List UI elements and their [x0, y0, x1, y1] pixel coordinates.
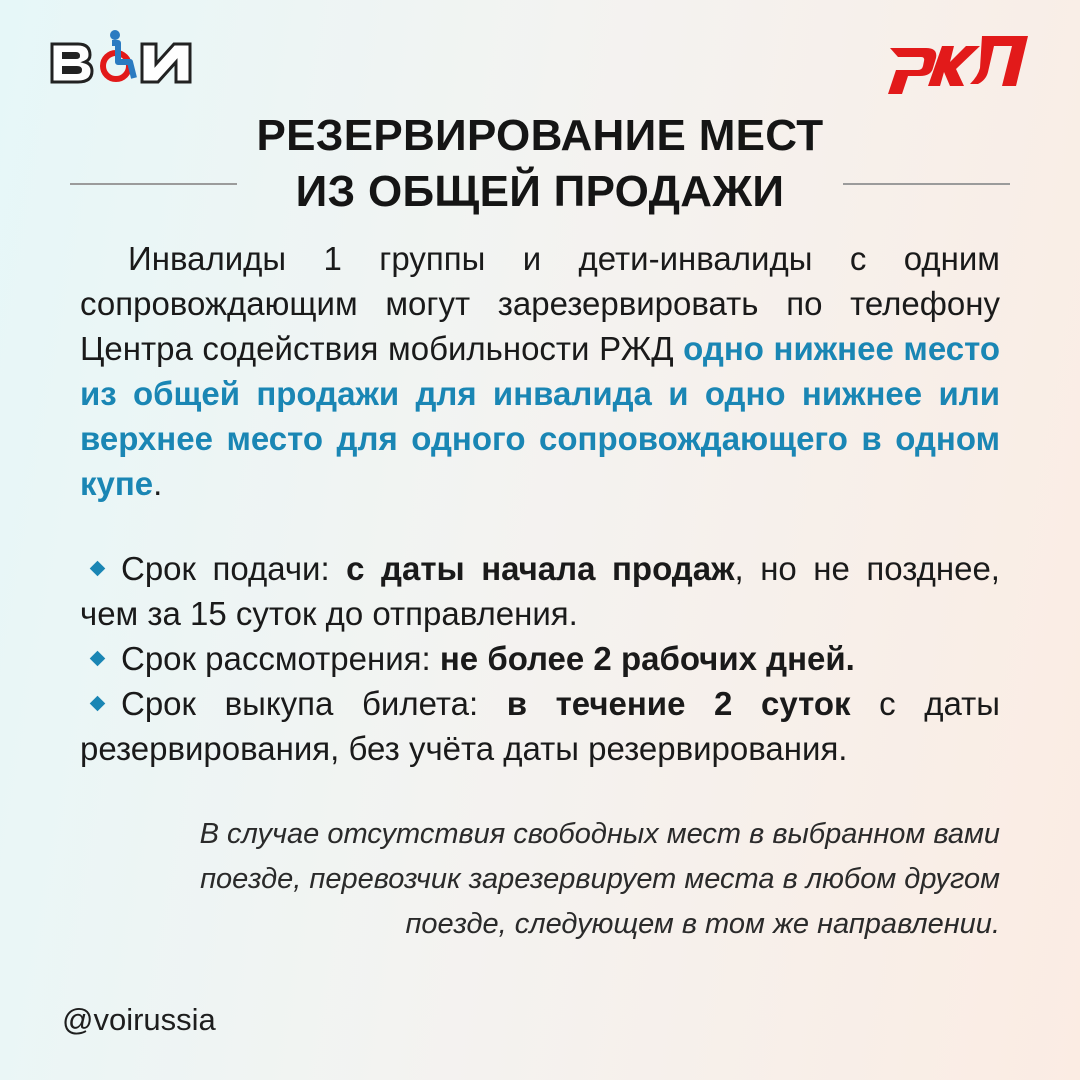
- footnote-line-1: В случае отсутствия свободных мест в выбранном вами: [199, 818, 1000, 850]
- voi-logo: [48, 26, 198, 86]
- condition-label: Срок выкупа билета:: [121, 685, 507, 722]
- title-rule-right: [843, 183, 1010, 185]
- title-block: [0, 108, 1080, 220]
- footnote: [120, 812, 1000, 947]
- title-line-2: ИЗ ОБЩЕЙ ПРОДАЖИ: [295, 167, 785, 216]
- condition-rest: , но не позднее, чем за 15 суток до отправления.: [80, 550, 1000, 632]
- condition-item: [80, 636, 1000, 681]
- footnote-line-2: поезде, перевозчик зарезервирует места в любом другом: [200, 863, 1000, 895]
- condition-label: Срок рассмотрения:: [121, 640, 440, 677]
- condition-bold: с даты начала продаж: [346, 550, 735, 587]
- condition-bold: не более 2 рабочих дней.: [439, 640, 855, 677]
- page-title: [240, 108, 840, 220]
- condition-item: [80, 681, 1000, 771]
- footnote-line-3: поезде, следующем в том же направлении.: [405, 908, 1000, 940]
- title-line-1: РЕЗЕРВИРОВАНИЕ МЕСТ: [256, 111, 824, 160]
- title-rule-left: [70, 183, 237, 185]
- intro-end: .: [153, 465, 163, 502]
- intro-text: Инвалиды 1 группы и дети-инвалиды с одним сопровождающим могут зарезервировать по телефону Центра содействия мобильности РЖД: [80, 240, 1000, 367]
- diamond-bullet-icon: [90, 561, 106, 577]
- condition-label: Срок подачи:: [121, 550, 347, 587]
- intro-highlight: одно нижнее место из общей продажи для инвалида и одно нижнее или верхнее место для одного сопровождающего в одном купе: [80, 330, 1000, 502]
- conditions-list: [80, 546, 1000, 771]
- condition-item: [80, 546, 1000, 636]
- diamond-bullet-icon: [90, 696, 106, 712]
- condition-rest: с даты резервирования, без учёта даты резервирования.: [80, 685, 1000, 767]
- condition-bold: в течение 2 суток: [506, 685, 851, 722]
- rzd-logo: [886, 28, 1034, 96]
- diamond-bullet-icon: [90, 651, 106, 667]
- intro-paragraph: [80, 236, 1000, 506]
- social-handle: @voirussia: [62, 1002, 216, 1037]
